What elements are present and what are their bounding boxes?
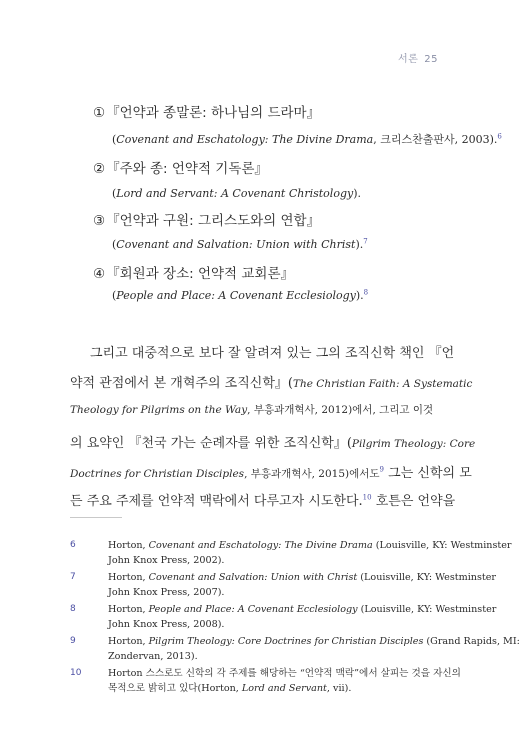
footnote-text: Horton, Covenant and Salvation: Union with Christ (Louisville, KY: Westminster: [108, 572, 497, 583]
paragraph-line: 약적 관점에서 본 개혁주의 조직신학』(The Christian Faith: A Systematic: [70, 376, 473, 391]
footnote-text: Horton, Pilgrim Theology: Core Doctrines for Christian Disciples (Grand Rapids, MI:: [108, 636, 520, 647]
footnote-text: John Knox Press, 2007).: [108, 587, 225, 598]
footnote-text: John Knox Press, 2002).: [108, 555, 225, 566]
footnote-ref[interactable]: 6: [497, 132, 502, 141]
paragraph-line: Theology for Pilgrims on the Way, 부흥과개혁사, 2012)에서, 그리고 이것: [70, 404, 434, 416]
footnote-number: 10: [70, 668, 82, 678]
paragraph-line: 그리고 대중적으로 보다 잘 알려져 있는 그의 조직신학 책인 『언: [90, 346, 455, 361]
footnote-ref[interactable]: 8: [363, 288, 369, 297]
footnote-text: Zondervan, 2013).: [108, 651, 198, 662]
list-item: [93, 262, 294, 282]
list-item: [93, 157, 268, 177]
list-item: [93, 209, 320, 229]
footnote-number: 6: [70, 540, 76, 550]
list-item-citation: (People and Place: A Covenant Ecclesiology).$^8$: [112, 288, 369, 302]
list-item-citation: (Covenant and Salvation: Union with Christ).$^7$: [112, 237, 368, 251]
footnote-text: Horton 스스로도 신학의 각 주제를 해당하는 “언약적 맥락”에서 살피는 것을 자신의: [108, 668, 461, 679]
running-head: [398, 50, 438, 65]
footnote-number: 9: [70, 636, 76, 646]
list-item-title: ②『주와 종: 언약적 기독론』: [93, 161, 268, 177]
footnote-ref[interactable]: 9: [379, 465, 385, 474]
footnote-text: 목적으로 밝히고 있다(Horton, Lord and Servant, vii).: [108, 683, 352, 694]
footnote-number: 7: [70, 572, 76, 582]
paragraph-line: 의 요약인 『천국 가는 순례자를 위한 조직신학』(Pilgrim Theology: Core: [70, 436, 476, 451]
list-item: [93, 101, 320, 121]
footnote-text: Horton, Covenant and Eschatology: The Divine Drama (Louisville, KY: Westminster: [108, 540, 512, 551]
footnote-divider: [70, 517, 122, 518]
list-item-title: ③『언약과 구원: 그리스도와의 연합』: [93, 213, 321, 229]
section-title: 서론: [397, 54, 419, 65]
footnote-ref[interactable]: 10: [362, 493, 372, 502]
footnote-ref[interactable]: 7: [363, 237, 368, 246]
paragraph-line: Doctrines for Christian Disciples, 부흥과개혁사, 2015)에서도$^9$ 그는 신학의 모: [70, 465, 472, 481]
list-item-citation: (Lord and Servant: A Covenant Christology).: [112, 187, 361, 200]
footnote-text: John Knox Press, 2008).: [108, 619, 225, 630]
paragraph-line: 든 주요 주제를 언약적 맥락에서 다루고자 시도한다.$^{10}$ 호튼은 언약을: [70, 493, 456, 509]
footnote-text: Horton, People and Place: A Covenant Ecclesiology (Louisville, KY: Westminster: [108, 604, 497, 615]
list-item-title: ①『언약과 종말론: 하나님의 드라마』: [93, 105, 321, 121]
list-item-citation: (Covenant and Eschatology: The Divine Drama, 크리스찬출판사, 2003).$^6$: [112, 132, 502, 146]
list-item-title: ④『회원과 장소: 언약적 교회론』: [93, 266, 294, 282]
page-number: 25: [424, 54, 438, 65]
footnote-number: 8: [70, 604, 76, 614]
